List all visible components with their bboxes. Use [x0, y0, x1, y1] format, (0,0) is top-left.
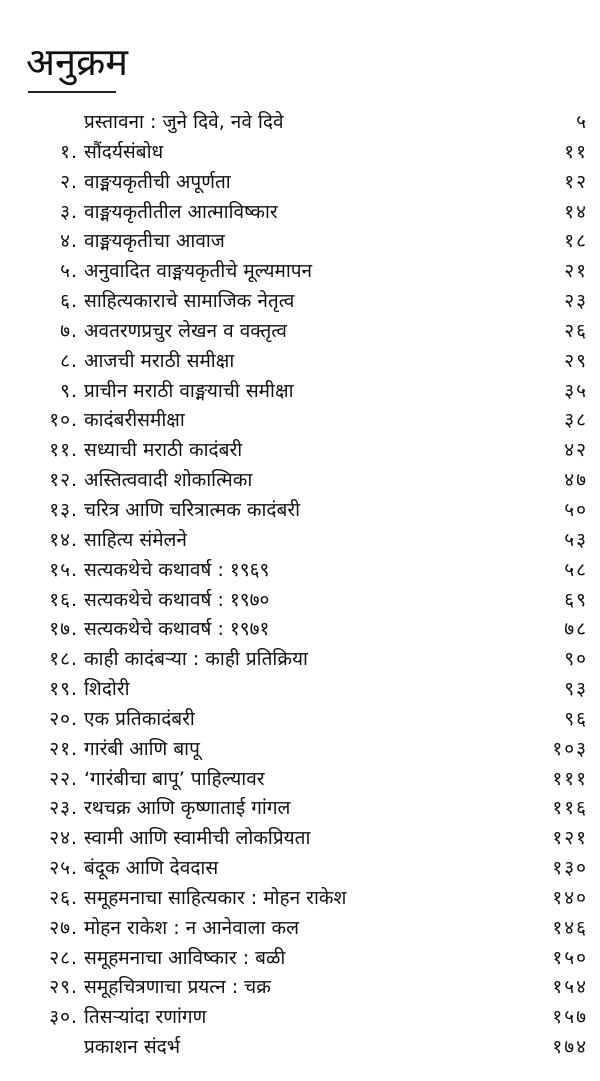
entry-title: सत्यकथेचे कथावर्ष : १९७१: [84, 618, 270, 641]
entry-number: १७.: [49, 618, 78, 641]
entry-number: ५.: [60, 260, 78, 283]
entry-title: अवतरणप्रचुर लेखन व वक्तृत्व: [84, 319, 287, 342]
entry-title: मोहन राकेश : न आनेवाला कल: [84, 916, 299, 939]
entry-page-number: १०३: [552, 737, 588, 760]
toc-entry: [0, 287, 600, 317]
entry-title: अनुवादित वाङ्मयकृतीचे मूल्यमापन: [84, 260, 313, 283]
toc-entry: [0, 436, 600, 466]
entry-title: प्रकाशन संदर्भ: [84, 1036, 181, 1059]
entry-number: १३.: [49, 498, 78, 521]
entry-page-number: ४२: [564, 439, 588, 462]
entry-page-number: ५३: [564, 528, 588, 551]
toc-entry: [0, 108, 600, 138]
entry-number: २६.: [49, 886, 78, 909]
entry-number: १०.: [49, 409, 78, 432]
toc-entry: [0, 884, 600, 914]
entry-page-number: १५४: [552, 976, 588, 999]
title-underline: [28, 91, 116, 93]
entry-title: रथचक्र आणि कृष्णाताई गांगल: [84, 797, 291, 820]
toc-entry: [0, 675, 600, 705]
entry-number: ९.: [60, 379, 78, 402]
entry-title: शिदोरी: [84, 678, 130, 701]
entry-page-number: २६: [564, 319, 588, 342]
toc-entry: [0, 794, 600, 824]
toc-entry: [0, 168, 600, 198]
entry-page-number: १२: [564, 170, 588, 193]
page-title: अनुक्रम: [26, 40, 129, 84]
entry-title: कादंबरीसमीक्षा: [84, 409, 185, 432]
entry-number: २१.: [49, 737, 78, 760]
toc-entry: [0, 973, 600, 1003]
toc-entry: [0, 1033, 600, 1063]
toc-entry: [0, 198, 600, 228]
entry-page-number: १४: [564, 200, 588, 223]
entry-number: १९.: [49, 678, 78, 701]
entry-page-number: १५०: [552, 946, 588, 969]
entry-number: ११.: [49, 439, 78, 462]
entry-number: २०.: [49, 707, 78, 730]
entry-page-number: ४७: [564, 469, 588, 492]
entry-page-number: ९०: [564, 648, 588, 671]
entry-number: २५.: [49, 857, 78, 880]
entry-number: २८.: [49, 946, 78, 969]
toc-entry: [0, 824, 600, 854]
toc-entry: [0, 377, 600, 407]
toc-entry: [0, 496, 600, 526]
entry-number: १६.: [49, 588, 78, 611]
entry-title: ‘गारंबीचा बापू’ पाहिल्यावर: [84, 767, 265, 790]
entry-number: ३.: [60, 200, 78, 223]
entry-page-number: ३५: [564, 379, 588, 402]
toc-entry: [0, 765, 600, 795]
entry-page-number: १२१: [552, 827, 588, 850]
entry-title: समूहमनाचा आविष्कार : बळी: [84, 946, 286, 969]
toc-entry: [0, 347, 600, 377]
entry-title: चरित्र आणि चरित्रात्मक कादंबरी: [84, 498, 301, 521]
entry-title: तिसऱ्यांदा रणांगण: [84, 1006, 207, 1029]
entry-page-number: ९३: [564, 678, 588, 701]
entry-page-number: १११: [552, 767, 588, 790]
entry-page-number: ६९: [564, 588, 588, 611]
toc-entry: [0, 586, 600, 616]
entry-number: १.: [60, 140, 78, 163]
entry-page-number: २३: [564, 290, 588, 313]
entry-number: २७.: [49, 916, 78, 939]
entry-title: प्राचीन मराठी वाङ्मयाची समीक्षा: [84, 379, 294, 402]
toc-entry: [0, 227, 600, 257]
toc-entry: [0, 466, 600, 496]
entry-title: साहित्य संमेलने: [84, 528, 187, 551]
entry-title: बंदूक आणि देवदास: [84, 857, 219, 880]
toc-entry: [0, 615, 600, 645]
toc-entry: [0, 138, 600, 168]
entry-number: १२.: [49, 469, 78, 492]
entry-page-number: १७४: [552, 1036, 588, 1059]
entry-number: १४.: [49, 528, 78, 551]
entry-title: समूहमनाचा साहित्यकार : मोहन राकेश: [84, 886, 347, 909]
entry-number: ७.: [60, 319, 78, 342]
entry-title: गारंबी आणि बापू: [84, 737, 200, 760]
entry-page-number: ११: [564, 140, 588, 163]
entry-title: समूहचित्रणाचा प्रयत्न : चक्र: [84, 976, 271, 999]
entry-title: सध्याची मराठी कादंबरी: [84, 439, 243, 462]
entry-title: वाङ्मयकृतीचा आवाज: [84, 230, 225, 253]
toc-entry: [0, 854, 600, 884]
entry-page-number: २९: [564, 349, 588, 372]
entry-title: प्रस्तावना : जुने दिवे, नवे दिवे: [84, 111, 284, 133]
toc-entry: [0, 406, 600, 436]
toc-entry: [0, 914, 600, 944]
entry-title: सौंदर्यसंबोध: [84, 140, 164, 163]
entry-number: २२.: [49, 767, 78, 790]
table-of-contents: [0, 108, 600, 1063]
entry-page-number: ९६: [564, 707, 588, 730]
entry-title: सत्यकथेचे कथावर्ष : १९६९: [84, 558, 270, 581]
entry-number: २३.: [49, 797, 78, 820]
entry-title: काही कादंबऱ्या : काही प्रतिक्रिया: [84, 648, 308, 671]
toc-entry: [0, 556, 600, 586]
toc-entry: [0, 526, 600, 556]
toc-entry: [0, 705, 600, 735]
entry-title: सत्यकथेचे कथावर्ष : १९७०: [84, 588, 270, 611]
entry-title: वाङ्मयकृतीतील आत्माविष्कार: [84, 200, 278, 223]
toc-entry: [0, 257, 600, 287]
entry-title: एक प्रतिकादंबरी: [84, 707, 195, 730]
entry-number: २४.: [49, 827, 78, 850]
toc-entry: [0, 645, 600, 675]
entry-number: १५.: [49, 558, 78, 581]
entry-page-number: १५७: [552, 1006, 588, 1029]
entry-page-number: ५८: [564, 558, 588, 581]
entry-page-number: २१: [564, 260, 588, 283]
entry-page-number: ७८: [564, 618, 588, 641]
entry-page-number: ५: [576, 111, 588, 133]
entry-page-number: १४०: [552, 886, 588, 909]
entry-number: २.: [60, 170, 78, 193]
toc-entry: [0, 944, 600, 974]
entry-page-number: १४६: [552, 916, 588, 939]
entry-number: ३०.: [49, 1006, 78, 1029]
entry-number: २९.: [49, 976, 78, 999]
toc-entry: [0, 735, 600, 765]
entry-title: अस्तित्ववादी शोकात्मिका: [84, 469, 253, 492]
entry-number: ४.: [60, 230, 78, 253]
toc-entry: [0, 317, 600, 347]
entry-title: आजची मराठी समीक्षा: [84, 349, 235, 372]
entry-number: ६.: [60, 290, 78, 313]
toc-entry: [0, 1003, 600, 1033]
entry-title: साहित्यकाराचे सामाजिक नेतृत्व: [84, 290, 295, 313]
entry-title: स्वामी आणि स्वामीची लोकप्रियता: [84, 827, 311, 850]
entry-number: १८.: [49, 648, 78, 671]
entry-page-number: १३०: [552, 857, 588, 880]
entry-page-number: ११६: [552, 797, 588, 820]
entry-page-number: १८: [564, 230, 588, 253]
entry-title: वाङ्मयकृतीची अपूर्णता: [84, 170, 231, 193]
entry-number: ८.: [60, 349, 78, 372]
entry-page-number: ३८: [564, 409, 588, 432]
entry-page-number: ५०: [564, 498, 588, 521]
